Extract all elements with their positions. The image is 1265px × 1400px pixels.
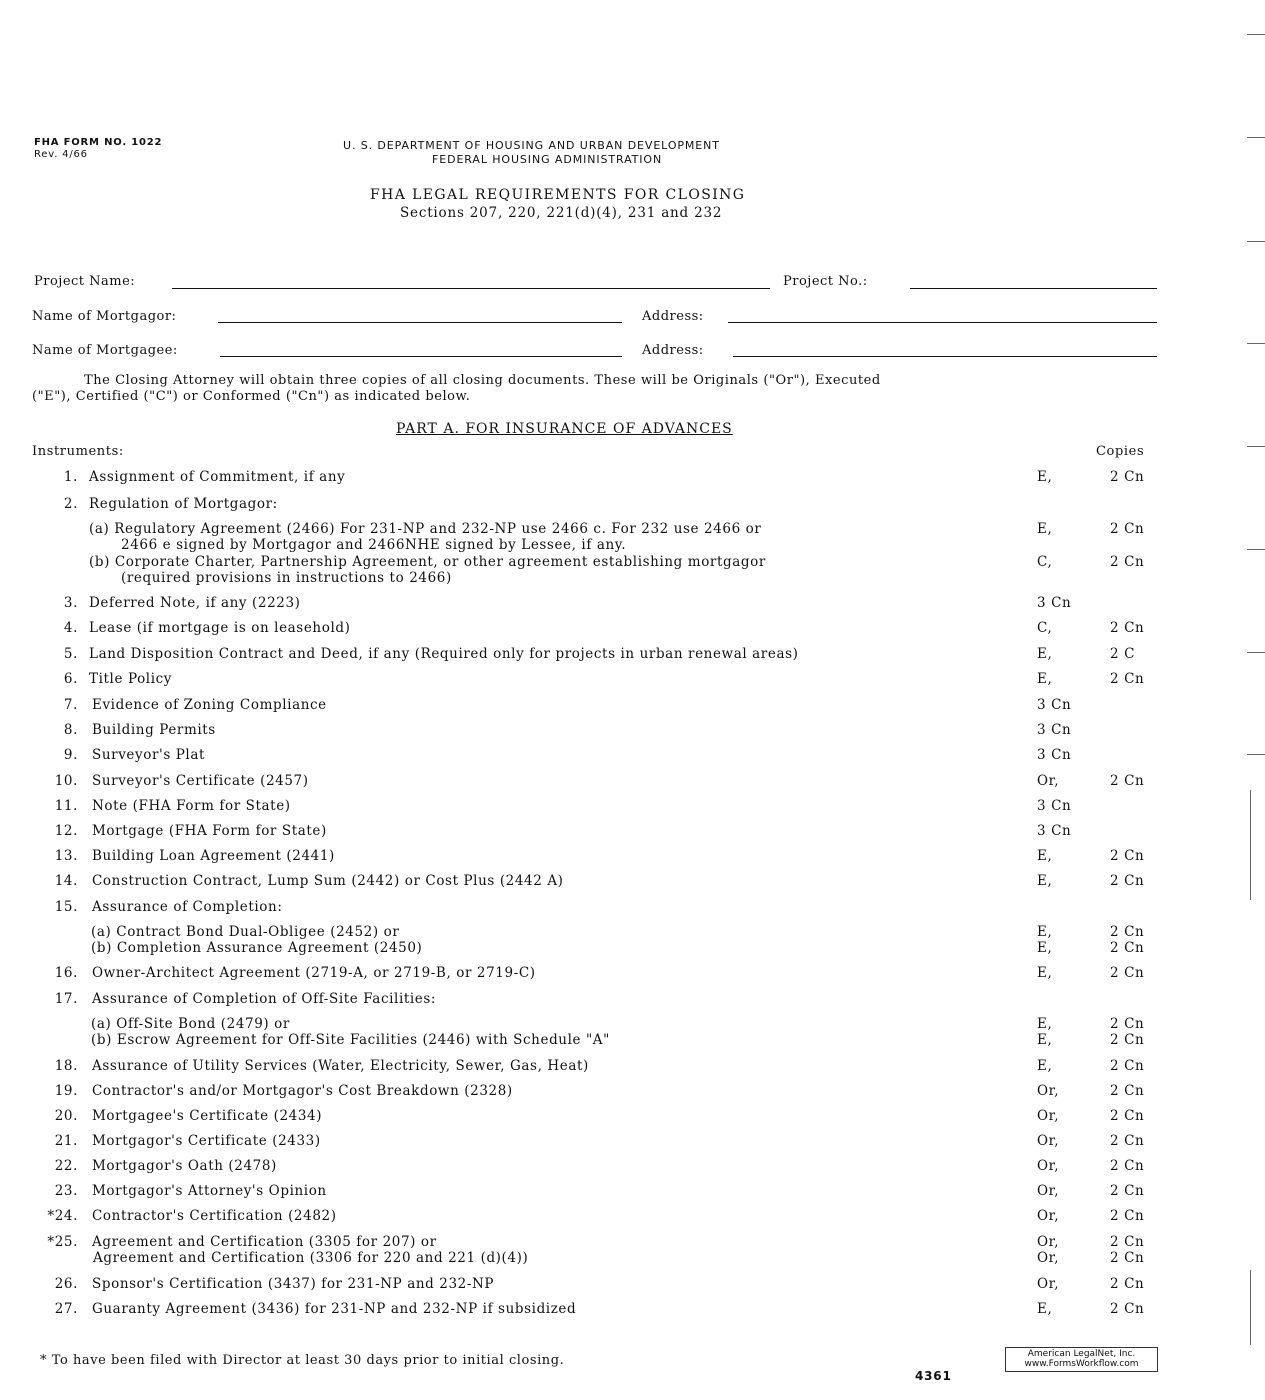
item-copy-type: E,: [1037, 873, 1053, 889]
item-text: Agreement and Certification (3305 for 207) or: [92, 1234, 437, 1250]
item-copy-type: Or,: [1037, 1183, 1060, 1199]
item-text: Mortgagee's Certificate (2434): [92, 1108, 323, 1124]
item-number: 2.: [63, 496, 78, 512]
item-copy-type: 3 Cn: [1037, 798, 1072, 814]
mortgagee-name-label: Name of Mortgagee:: [32, 343, 178, 358]
item-number: 21.: [54, 1133, 78, 1149]
item-copy-type: 3 Cn: [1037, 823, 1072, 839]
publisher-name: American LegalNet, Inc.: [1027, 1349, 1136, 1359]
item-number: 10.: [54, 773, 78, 789]
item-text: Assurance of Completion of Off-Site Facilities:: [92, 991, 437, 1007]
form-revision: Rev. 4/66: [34, 149, 88, 160]
project-no-field[interactable]: [910, 288, 1157, 289]
item-text: (a) Contract Bond Dual-Obligee (2452) or: [91, 924, 400, 940]
item-copy-type: Or,: [1037, 1208, 1060, 1224]
item-copy-type: E,: [1037, 1016, 1053, 1032]
item-copies: 2 Cn: [1110, 773, 1145, 789]
item-copies: 2 Cn: [1110, 1058, 1145, 1074]
item-text: Note (FHA Form for State): [92, 798, 291, 814]
item-text: Agreement and Certification (3306 for 220 and 221 (d)(4)): [93, 1250, 529, 1266]
item-text: Regulation of Mortgagor:: [89, 496, 278, 512]
item-copy-type: E,: [1037, 940, 1053, 956]
item-text: Mortgage (FHA Form for State): [92, 823, 327, 839]
item-copy-type: E,: [1037, 671, 1053, 687]
item-number: 27.: [54, 1301, 78, 1317]
item-copy-type: Or,: [1037, 1083, 1060, 1099]
item-copy-type: Or,: [1037, 1250, 1060, 1266]
mortgagor-address-field[interactable]: [728, 322, 1157, 323]
item-copy-type: 3 Cn: [1037, 697, 1072, 713]
item-text: Surveyor's Plat: [92, 747, 206, 763]
item-number: 17.: [54, 991, 78, 1007]
mortgagee-address-label: Address:: [642, 343, 704, 358]
item-copy-type: Or,: [1037, 1158, 1060, 1174]
item-number: 22.: [54, 1158, 78, 1174]
mortgagee-name-field[interactable]: [220, 356, 622, 357]
item-copy-type: Or,: [1037, 773, 1060, 789]
item-copies: 2 Cn: [1110, 554, 1145, 570]
scan-mark: [1250, 790, 1251, 900]
item-text: Deferred Note, if any (2223): [89, 595, 301, 611]
item-text: Assurance of Completion:: [92, 899, 283, 915]
form-title: FHA LEGAL REQUIREMENTS FOR CLOSING: [370, 187, 746, 203]
item-number: 4.: [63, 620, 78, 636]
item-copy-type: C,: [1037, 620, 1053, 636]
mortgagor-name-label: Name of Mortgagor:: [32, 309, 177, 324]
item-copies: 2 Cn: [1110, 1276, 1145, 1292]
item-copies: 2 Cn: [1110, 671, 1145, 687]
intro-line-2: ("E"), Certified ("C") or Conformed ("Cn") as indicated below.: [32, 389, 471, 404]
item-text: Building Loan Agreement (2441): [92, 848, 335, 864]
scan-mark: [1250, 1270, 1251, 1345]
item-number: *25.: [47, 1234, 78, 1250]
scan-mark: [1247, 549, 1265, 550]
page-number: 4361: [915, 1369, 952, 1383]
item-copies: 2 Cn: [1110, 1301, 1145, 1317]
publisher-url: www.FormsWorkflow.com: [1024, 1359, 1139, 1369]
item-text: Mortgagor's Oath (2478): [92, 1158, 277, 1174]
item-number: 16.: [54, 965, 78, 981]
item-copy-type: C,: [1037, 554, 1053, 570]
item-copy-type: E,: [1037, 521, 1053, 537]
item-number: 18.: [54, 1058, 78, 1074]
item-text: (b) Corporate Charter, Partnership Agreement, or other agreement establishing mortgagor: [89, 554, 766, 570]
item-text: Construction Contract, Lump Sum (2442) or Cost Plus (2442 A): [92, 873, 564, 889]
item-copies: 2 Cn: [1110, 1083, 1145, 1099]
item-number: 12.: [54, 823, 78, 839]
item-copies: 2 Cn: [1110, 1234, 1145, 1250]
item-copy-type: Or,: [1037, 1133, 1060, 1149]
part-a-heading: PART A. FOR INSURANCE OF ADVANCES: [396, 421, 733, 437]
item-copy-type: 3 Cn: [1037, 747, 1072, 763]
item-text: Owner-Architect Agreement (2719-A, or 2719-B, or 2719-C): [92, 965, 536, 981]
instruments-label: Instruments:: [32, 444, 124, 459]
item-number: 19.: [54, 1083, 78, 1099]
item-copies: 2 Cn: [1110, 1250, 1145, 1266]
item-text: Sponsor's Certification (3437) for 231-NP and 232-NP: [92, 1276, 495, 1292]
item-copies: 2 Cn: [1110, 940, 1145, 956]
item-number: 11.: [54, 798, 78, 814]
footnote: * To have been filed with Director at least 30 days prior to initial closing.: [40, 1353, 565, 1368]
item-copies: 2 Cn: [1110, 1158, 1145, 1174]
item-copy-type: E,: [1037, 1058, 1053, 1074]
item-copy-type: E,: [1037, 469, 1053, 485]
item-text-continued: (required provisions in instructions to 2466): [121, 570, 452, 586]
item-number: 15.: [54, 899, 78, 915]
mortgagee-address-field[interactable]: [733, 356, 1157, 357]
item-copies: 2 Cn: [1110, 1108, 1145, 1124]
mortgagor-address-label: Address:: [642, 309, 704, 324]
item-copies: 2 Cn: [1110, 965, 1145, 981]
mortgagor-name-field[interactable]: [218, 322, 622, 323]
item-text: Lease (if mortgage is on leasehold): [89, 620, 351, 636]
item-copies: 2 Cn: [1110, 848, 1145, 864]
scan-mark: [1247, 343, 1265, 344]
item-number: 14.: [54, 873, 78, 889]
item-number: 1.: [63, 469, 78, 485]
item-text: (a) Off-Site Bond (2479) or: [91, 1016, 290, 1032]
item-text: (b) Completion Assurance Agreement (2450): [91, 940, 423, 956]
item-copy-type: 3 Cn: [1037, 722, 1072, 738]
form-number: FHA FORM NO. 1022: [34, 137, 163, 148]
scan-mark: [1247, 446, 1265, 447]
scan-mark: [1247, 34, 1265, 35]
item-copies: 2 Cn: [1110, 1183, 1145, 1199]
item-text: Contractor's and/or Mortgagor's Cost Breakdown (2328): [92, 1083, 513, 1099]
item-text: Assignment of Commitment, if any: [89, 469, 346, 485]
department-name: U. S. DEPARTMENT OF HOUSING AND URBAN DEVELOPMENT: [343, 139, 720, 152]
item-text-continued: 2466 e signed by Mortgagor and 2466NHE signed by Lessee, if any.: [121, 537, 627, 553]
item-text: Contractor's Certification (2482): [92, 1208, 337, 1224]
item-number: 6.: [63, 671, 78, 687]
item-copies: 2 Cn: [1110, 1133, 1145, 1149]
item-text: Mortgagor's Attorney's Opinion: [92, 1183, 327, 1199]
item-text: (b) Escrow Agreement for Off-Site Facilities (2446) with Schedule "A": [91, 1032, 610, 1048]
item-text: Building Permits: [92, 722, 216, 738]
item-copy-type: 3 Cn: [1037, 595, 1072, 611]
administration-name: FEDERAL HOUSING ADMINISTRATION: [432, 153, 663, 166]
item-copies: 2 Cn: [1110, 620, 1145, 636]
item-text: (a) Regulatory Agreement (2466) For 231-NP and 232-NP use 2466 c. For 232 use 2466 or: [89, 521, 762, 537]
item-text: Guaranty Agreement (3436) for 231-NP and 232-NP if subsidized: [92, 1301, 577, 1317]
item-copy-type: E,: [1037, 924, 1053, 940]
item-copy-type: E,: [1037, 1301, 1053, 1317]
item-copies: 2 C: [1110, 646, 1136, 662]
item-text: Title Policy: [89, 671, 173, 687]
item-number: 23.: [54, 1183, 78, 1199]
item-number: 20.: [54, 1108, 78, 1124]
project-no-label: Project No.:: [783, 274, 868, 289]
item-copy-type: E,: [1037, 848, 1053, 864]
item-text: Evidence of Zoning Compliance: [92, 697, 327, 713]
scan-mark: [1247, 754, 1265, 755]
item-number: 8.: [63, 722, 78, 738]
item-copy-type: E,: [1037, 1032, 1053, 1048]
item-copy-type: E,: [1037, 965, 1053, 981]
item-number: 5.: [63, 646, 78, 662]
item-number: 3.: [63, 595, 78, 611]
project-name-label: Project Name:: [34, 274, 136, 289]
item-text: Assurance of Utility Services (Water, Electricity, Sewer, Gas, Heat): [92, 1058, 589, 1074]
intro-line-1: The Closing Attorney will obtain three copies of all closing documents. These will be Originals ("Or"), Executed: [84, 373, 881, 388]
item-number: 9.: [63, 747, 78, 763]
scan-mark: [1247, 137, 1265, 138]
item-copy-type: Or,: [1037, 1276, 1060, 1292]
scan-mark: [1247, 241, 1265, 242]
scan-mark: [1247, 652, 1265, 653]
item-number: 7.: [63, 697, 78, 713]
project-name-field[interactable]: [172, 288, 770, 289]
form-subtitle: Sections 207, 220, 221(d)(4), 231 and 232: [400, 205, 723, 221]
item-number: 13.: [54, 848, 78, 864]
item-copies: 2 Cn: [1110, 1016, 1145, 1032]
item-text: Surveyor's Certificate (2457): [92, 773, 309, 789]
item-copy-type: Or,: [1037, 1234, 1060, 1250]
item-copy-type: Or,: [1037, 1108, 1060, 1124]
publisher-stamp: [1005, 1347, 1158, 1372]
item-copies: 2 Cn: [1110, 1208, 1145, 1224]
item-text: Land Disposition Contract and Deed, if any (Required only for projects in urban renewal areas): [89, 646, 799, 662]
item-copies: 2 Cn: [1110, 1032, 1145, 1048]
item-number: 26.: [54, 1276, 78, 1292]
item-copies: 2 Cn: [1110, 469, 1145, 485]
item-copies: 2 Cn: [1110, 521, 1145, 537]
item-text: Mortgagor's Certificate (2433): [92, 1133, 321, 1149]
item-number: *24.: [47, 1208, 78, 1224]
item-copy-type: E,: [1037, 646, 1053, 662]
item-copies: 2 Cn: [1110, 924, 1145, 940]
item-copies: 2 Cn: [1110, 873, 1145, 889]
copies-label: Copies: [1096, 444, 1145, 459]
